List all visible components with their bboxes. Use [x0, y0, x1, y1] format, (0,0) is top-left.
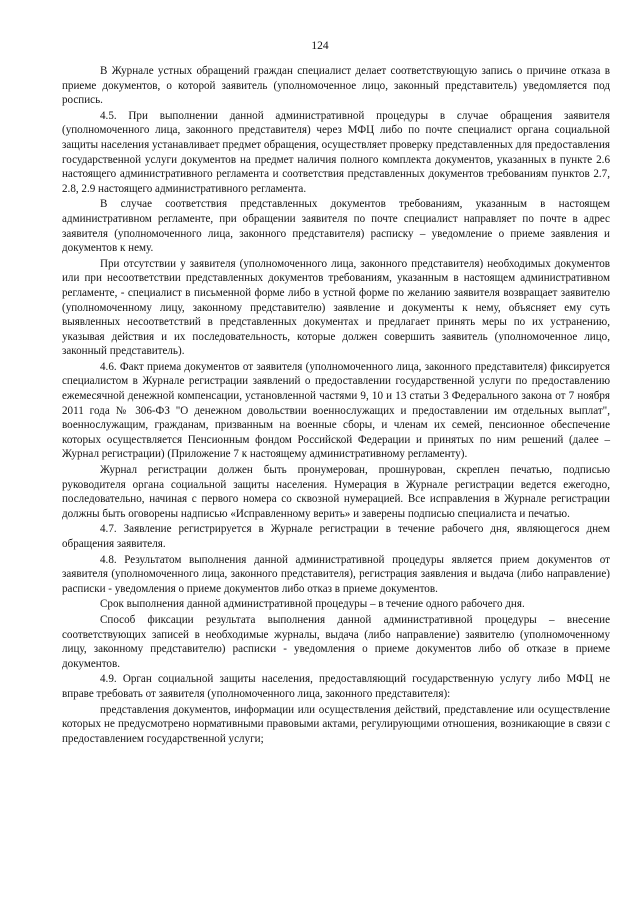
paragraph-documents-compliance: В случае соответствия представленных документов требованиям, указанным в настоящем административном регламенте, при обращении заявителя по почте специалист направляет по почте в адрес заявителя (уполномоченного лица, законного представителя) расписку – уведомление о приеме заявления и документов к нему.: [62, 198, 610, 255]
paragraph-4-5: 4.5. При выполнении данной административной процедуры в случае обращения заявителя (уполномоченного лица, законного представителя) через МФЦ либо по почте специалист органа социальной защиты населения устанавливает предмет обращения, осуществляет проверку представленных для предоставления государственной услуги документов на предмет наличия полного комплекта документов, указанных в пункте 2.6 настоящего административного регламента и соответствия представленных документов требованиям пунктов 2.7, 2.8, 2.9 настоящего административного регламента.: [62, 109, 610, 195]
paragraph-4-6: 4.6. Факт приема документов от заявителя (уполномоченного лица, законного представителя) фиксируется специалистом в Журнале регистрации заявлений о предоставлении государственной услуги по предоставлению ежемесячной денежной компенсации, установленной частями 9, 10 и 13 статьи 3 Федерального закона от 7 ноября 2011 года № 306-ФЗ "О денежном довольствии военнослужащих и предоставлении им отдельных выплат", военнослужащим, гражданам, призванным на военные сборы, и членам их семей, пенсионное обеспечение которых осуществляется Пенсионным фондом Российской Федерации и принятых по ним решений (далее – Журнал регистрации) (Приложение 7 к настоящему административному регламенту).: [62, 360, 610, 461]
paragraph-4-7: 4.7. Заявление регистрируется в Журнале регистрации в течение рабочего дня, являющегося днем обращения заявителя.: [62, 523, 610, 550]
paragraph-prohibited-requirements: представления документов, информации или осуществления действий, представление или осуществление которых не предусмотрено нормативными правовыми актами, регулирующими отношения, возникающие в связи с предоставлением государственной услуги;: [62, 703, 610, 745]
paragraph-result-recording: Способ фиксации результата выполнения данной административной процедуры – внесение соответствующих записей в необходимые журналы, выдача (либо направление) заявителю (уполномоченному лицу, законному представителю) расписки - уведомления о приеме документов либо об отказе в приеме документов.: [62, 613, 610, 670]
paragraph-missing-documents: При отсутствии у заявителя (уполномоченного лица, законного представителя) необходимых документов или при несоответствии представленных документов требованиям, указанным в настоящем административном регламенте, - специалист в письменной форме либо в устной форме по желанию заявителя возвращает заявителю (уполномоченному лицу, законному представителю) заявление и документы к нему, объясняет ему суть выявленных несоответствий в представленных документах и предлагает принять меры по их устранению, указывая действия и их последовательность, которые должен совершить заявитель (уполномоченное лицо, законный представитель).: [62, 257, 610, 358]
paragraph-procedure-term: Срок выполнения данной административной процедуры – в течение одного рабочего дня.: [100, 598, 525, 611]
document-body: [62, 64, 610, 746]
paragraph-4-9: 4.9. Орган социальной защиты населения, предоставляющий государственную услугу либо МФЦ не вправе требовать от заявителя (уполномоченного лица, законного представителя):: [62, 673, 610, 700]
paragraph-registration-journal: Журнал регистрации должен быть пронумерован, прошнурован, скреплен печатью, подписью руководителя органа социальной защиты населения. Нумерация в Журнале регистрации ведется ежегодно, последовательно, начиная с первого номера со сквозной нумерацией. Все исправления в Журнале регистрации должны быть оговорены надписью «Исправленному верить» и заверены подписью специалиста и печатью.: [62, 464, 610, 520]
paragraph-journal-oral-appeals: В Журнале устных обращений граждан специалист делает соответствующую запись о причине отказа в приеме документов, о которой заявитель (уполномоченное лицо, законный представитель) уведомляется под роспись.: [62, 65, 610, 107]
paragraph-4-8: 4.8. Результатом выполнения данной административной процедуры является прием документов от заявителя (уполномоченного лица, законного представителя), регистрация заявления и выдача (либо направление) расписки - уведомления о приеме документов либо отказ в приеме документов.: [62, 553, 610, 595]
page-number: 124: [311, 40, 329, 52]
